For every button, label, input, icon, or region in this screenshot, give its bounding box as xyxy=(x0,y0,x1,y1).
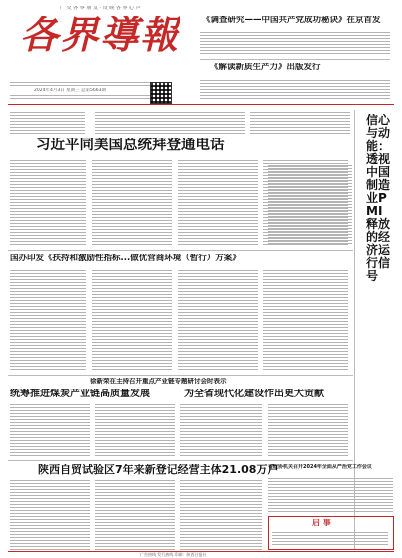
top-story-2-body xyxy=(200,80,390,100)
qr-code-icon xyxy=(150,82,172,104)
ftz-divider xyxy=(8,460,353,461)
ftz-body-col-2 xyxy=(95,480,175,550)
top-story-1-body xyxy=(200,32,390,56)
ftz-headline: 陕西自贸试验区7年来新登记经营主体21.08万户 xyxy=(38,464,279,475)
footer-text: 广告热线 发行热线 印刷：陕西日报社 xyxy=(140,552,207,557)
policy-body-col-2 xyxy=(92,270,172,370)
modern-headline: 为全省现代化建设作出更大贡献 xyxy=(184,389,324,399)
coal-body-col-3 xyxy=(180,404,262,458)
masthead-title: 各界導報 xyxy=(20,16,181,54)
coal-headline: 统筹推进煤炭产业链高质量发展 xyxy=(10,389,150,399)
side-body-col xyxy=(268,165,352,245)
top-story-1-title: 《调查研究——中国共产党成功秘诀》在京首发 xyxy=(202,16,381,25)
masthead-sub-info-2 xyxy=(10,95,150,100)
top-story-divider xyxy=(200,59,390,60)
masthead-info: 2024年4月3日 星期三 总第5663期 xyxy=(34,88,106,93)
notice-title: 启 事 xyxy=(312,519,331,527)
policy-body-col-4 xyxy=(263,270,348,370)
policy-body-col-3 xyxy=(178,270,258,370)
side-small-headline: 省政协机关召开2024年全面从严治党工作会议 xyxy=(268,464,372,470)
policy-body-col-1 xyxy=(10,270,86,370)
policy-headline: 国办印发《扶持和激励性指标...做优营商环境（暂行）方案》 xyxy=(10,254,241,263)
ftz-body-col-3 xyxy=(180,480,262,550)
top-story-2-title: 《解读新质生产力》出版发行 xyxy=(210,63,321,72)
main-body-col-3 xyxy=(178,160,258,245)
main-headline: 习近平同美国总统拜登通电话 xyxy=(36,138,225,153)
main-body-col-2 xyxy=(92,160,172,245)
vertical-headline: 信心与动能：透视中国制造业PMI释放的经济运行信号 xyxy=(366,114,391,283)
coal-divider xyxy=(8,375,353,376)
main-story-col-1 xyxy=(10,112,85,134)
coal-body-col-2 xyxy=(95,404,175,458)
masthead-rule xyxy=(8,104,394,105)
masthead-slogan: 广 交 各 界 朋 友 · 反 映 各 界 心 声 xyxy=(60,6,141,11)
ftz-body-col-1 xyxy=(10,480,90,550)
main-divider xyxy=(8,250,353,251)
side-small-body xyxy=(268,478,393,513)
main-story-col-3 xyxy=(250,112,350,134)
coal-kicker: 徐新荣在主持召开重点产业链专题研讨会时表示 xyxy=(90,378,227,385)
notice-body xyxy=(272,532,388,546)
coal-body-col-1 xyxy=(10,404,90,458)
main-body-col-1 xyxy=(10,160,86,245)
masthead-sub-info xyxy=(10,82,150,87)
main-story-col-2 xyxy=(95,112,245,134)
coal-body-col-4 xyxy=(268,404,348,458)
